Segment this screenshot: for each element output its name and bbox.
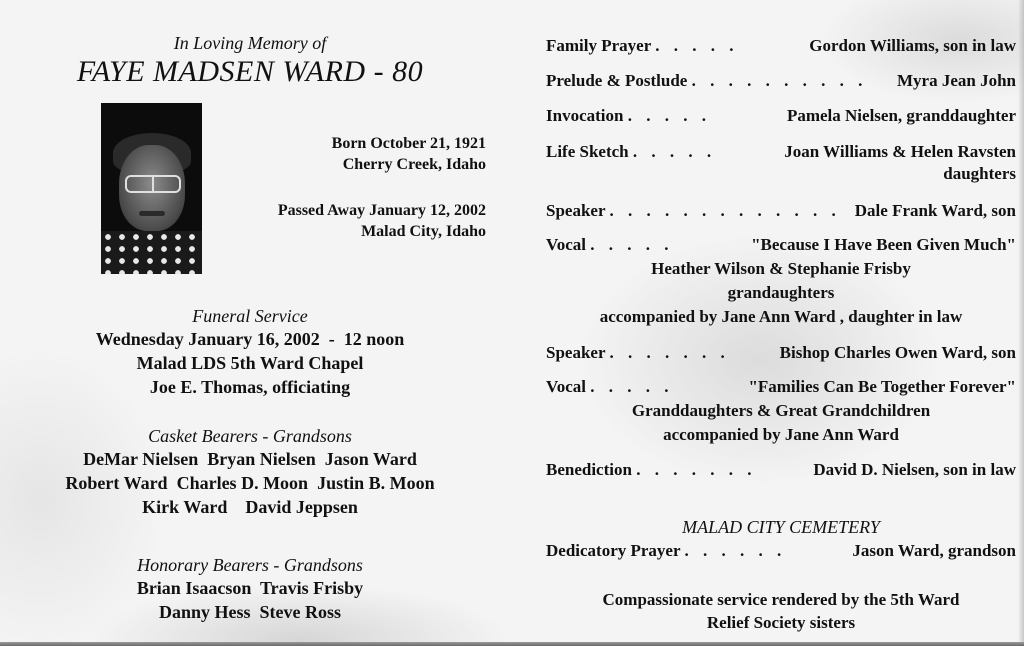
funeral-location: Malad LDS 5th Ward Chapel <box>136 353 364 373</box>
closing-note: Compassionate service rendered by the 5th Ward <box>602 590 960 609</box>
program-person: Bishop Charles Owen Ward, son <box>779 343 1016 362</box>
funeral-date: Wednesday January 16, 2002 - 12 noon <box>95 329 405 349</box>
program-person: Gordon Williams, son in law <box>809 36 1016 55</box>
program-person: David D. Nielsen, son in law <box>813 460 1016 479</box>
honorary-bearers-section <box>0 555 500 624</box>
birth-place: Cherry Creek, Idaho <box>342 156 486 173</box>
program-person: Dale Frank Ward, son <box>854 201 1016 220</box>
program-role: Prelude & Postlude . . . . . . . . . . <box>546 71 868 90</box>
program-subline: Granddaughters & Great Grandchildren <box>631 401 931 420</box>
portrait-photo <box>101 103 202 274</box>
program-role: Vocal . . . . . <box>546 377 674 396</box>
program-person: "Because I Have Been Given Much" <box>751 235 1016 254</box>
program-person: Joan Williams & Helen Ravsten <box>784 142 1016 161</box>
funeral-service-section <box>0 306 500 399</box>
bearer-names: Danny Hess Steve Ross <box>158 602 341 622</box>
section-title: Honorary Bearers - Grandsons <box>137 555 363 575</box>
death-place: Malad City, Idaho <box>361 223 486 240</box>
death-info <box>278 200 486 242</box>
program-subline: grandaughters <box>727 283 835 302</box>
bearer-names: Kirk Ward David Jeppsen <box>142 497 358 517</box>
program-role: Life Sketch . . . . . <box>546 142 717 161</box>
program-subline: daughters <box>943 164 1016 183</box>
funeral-officiant: Joe E. Thomas, officiating <box>149 377 351 397</box>
program-person: Jason Ward, grandson <box>852 541 1016 560</box>
photo-glasses <box>125 175 181 193</box>
program-role: Speaker . . . . . . . . . . . . . <box>546 201 841 220</box>
program-role: Speaker . . . . . . . <box>546 343 730 362</box>
bearer-names: DeMar Nielsen Bryan Nielsen Jason Ward <box>83 449 417 469</box>
program-list <box>546 0 1016 646</box>
program-role: Dedicatory Prayer . . . . . . <box>546 541 787 560</box>
program-person: "Families Can Be Together Forever" <box>748 377 1016 396</box>
section-title: Funeral Service <box>192 306 308 326</box>
program-role: Family Prayer . . . . . <box>546 36 739 55</box>
cemetery-heading: MALAD CITY CEMETERY <box>682 517 880 537</box>
closing-note: Relief Society sisters <box>706 613 856 632</box>
program-subline: accompanied by Jane Ann Ward , daughter in law <box>599 307 963 326</box>
deceased-name: FAYE MADSEN WARD - 80 <box>76 55 424 88</box>
birth-date: Born October 21, 1921 <box>331 135 486 152</box>
program-role: Benediction . . . . . . . <box>546 460 757 479</box>
program-role: Vocal . . . . . <box>546 235 674 254</box>
bearer-names: Brian Isaacson Travis Frisby <box>136 578 364 598</box>
program-person: Myra Jean John <box>897 71 1016 90</box>
program-person: Pamela Nielsen, granddaughter <box>786 106 1016 125</box>
program-subline: accompanied by Jane Ann Ward <box>663 425 899 444</box>
birth-info <box>332 133 486 175</box>
section-title: Casket Bearers - Grandsons <box>148 426 352 446</box>
casket-bearers-section <box>0 426 500 519</box>
page-edge <box>1018 0 1024 646</box>
photo-dress <box>101 231 202 274</box>
bearer-names: Robert Ward Charles D. Moon Justin B. Moon <box>65 473 435 493</box>
photo-mouth <box>139 211 165 216</box>
death-date: Passed Away January 12, 2002 <box>277 202 486 219</box>
program-subline: Heather Wilson & Stephanie Frisby <box>651 259 911 278</box>
memory-heading: In Loving Memory of <box>173 33 327 53</box>
program-role: Invocation . . . . . <box>546 106 711 125</box>
